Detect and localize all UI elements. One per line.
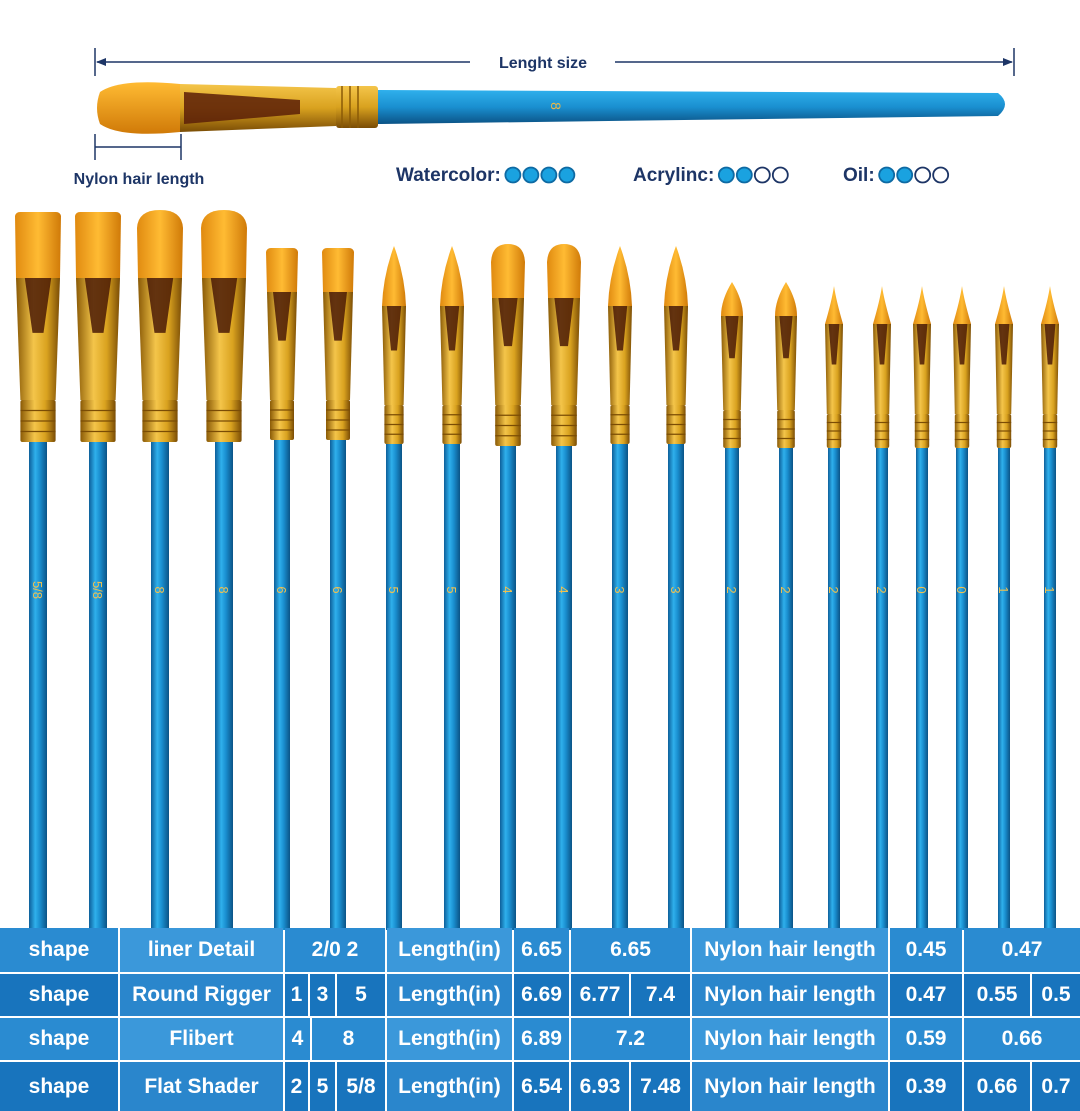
- brush-size-number: 1: [996, 586, 1011, 594]
- arrow-right-icon: [1003, 58, 1013, 66]
- brush-bristle: [15, 212, 61, 278]
- rating-dot-empty-icon: [915, 168, 930, 183]
- shape-label-cell: [0, 928, 118, 972]
- brush-17: [913, 286, 931, 930]
- brush-handle: [556, 446, 572, 930]
- length-label-cell: [387, 1018, 512, 1060]
- length-label-cell-text: Length(in): [398, 1027, 501, 1050]
- length-cell: [571, 1062, 629, 1111]
- brush-bristle: [322, 248, 354, 292]
- length-cell: [514, 974, 569, 1016]
- brush-11: [608, 246, 632, 930]
- length-size-label: Lenght size: [498, 55, 588, 72]
- brush-size-number: 8: [152, 586, 167, 594]
- rating-label: Acrylinc:: [633, 165, 715, 186]
- brush-handle: [1044, 448, 1056, 930]
- shape-label-cell: [0, 974, 118, 1016]
- size-cell-text: 2/0 2: [311, 938, 359, 961]
- brush-bristle: [201, 210, 247, 278]
- size-cell: [310, 1062, 335, 1111]
- brush-handle: [215, 442, 233, 930]
- brush-handle: [612, 444, 628, 930]
- hair-cell-text: 0.59: [905, 1027, 947, 1050]
- hair-cell: [964, 1018, 1080, 1060]
- brush-size-number: 2: [778, 586, 793, 594]
- brush-size-number: 8: [216, 586, 231, 594]
- brush-10: [547, 244, 581, 930]
- rating-dot-filled-icon: [879, 168, 894, 183]
- brush-handle: [444, 444, 460, 930]
- hair-label-cell: [692, 928, 888, 972]
- hair-cell: [890, 974, 962, 1016]
- brush-bristle: [608, 246, 632, 306]
- length-cell: [571, 928, 690, 972]
- length-label-cell-text: Length(in): [398, 1074, 501, 1098]
- size-cell: [337, 1062, 385, 1111]
- brush-size-number: 2: [826, 586, 841, 594]
- brush-16: [873, 286, 891, 930]
- brush-bristle: [873, 286, 891, 324]
- brush-size-number: 4: [556, 586, 571, 594]
- brush-size-number: 4: [500, 586, 515, 594]
- brush-size-number: 0: [954, 586, 969, 594]
- rating-dot-filled-icon: [541, 168, 556, 183]
- hair-cell-text: 0.45: [905, 938, 947, 961]
- length-cell-text: 7.4: [645, 983, 676, 1006]
- length-label-cell: [387, 928, 512, 972]
- rating-2: [843, 165, 948, 186]
- shape-name-cell-text: liner Detail: [147, 938, 256, 961]
- shape-label-cell-text: shape: [28, 1074, 90, 1098]
- hair-cell-text: 0.7: [1041, 1074, 1071, 1098]
- brush-bristle: [913, 286, 931, 324]
- length-cell: [571, 974, 629, 1016]
- length-label-cell: [387, 974, 512, 1016]
- length-cell: [514, 1062, 569, 1111]
- length-cell: [514, 1018, 569, 1060]
- shape-name-cell-text: Round Rigger: [132, 983, 271, 1006]
- brush-7: [382, 246, 406, 930]
- brush-bristle: [547, 244, 581, 298]
- length-dimension: [95, 48, 1014, 76]
- hair-cell: [890, 1018, 962, 1060]
- length-cell-text: 6.65: [610, 938, 651, 961]
- size-cell: [310, 974, 335, 1016]
- shape-label-cell: [0, 1062, 118, 1111]
- rating-label: Oil:: [843, 165, 875, 186]
- size-cell: [285, 1062, 308, 1111]
- hair-cell-text: 0.66: [976, 1074, 1018, 1098]
- length-label-cell-text: Length(in): [398, 983, 501, 1006]
- shape-name-cell-text: Flibert: [169, 1027, 234, 1050]
- shape-label-cell-text: shape: [28, 1027, 90, 1050]
- arrow-left-icon: [96, 58, 106, 66]
- rating-dot-empty-icon: [933, 168, 948, 183]
- nylon-hair-length-label: Nylon hair length: [73, 171, 205, 188]
- brush-bristle: [440, 246, 464, 306]
- length-cell-text: 6.69: [521, 983, 562, 1006]
- brush-bristle: [1041, 286, 1059, 324]
- brush-handle: [828, 448, 840, 930]
- brush-handle: [779, 448, 793, 930]
- length-cell: [571, 1018, 690, 1060]
- brush-handle: [876, 448, 888, 930]
- size-cell-text: 2: [290, 1074, 303, 1098]
- shape-name-cell: [120, 974, 283, 1016]
- size-cell-text: 4: [291, 1027, 304, 1050]
- brush-bristle: [721, 282, 743, 316]
- rating-0: [396, 165, 574, 186]
- hair-cell-text: 0.39: [905, 1074, 947, 1098]
- rating-label: Watercolor:: [396, 165, 501, 186]
- shape-name-cell-text: Flat Shader: [144, 1074, 259, 1098]
- brush-19: [995, 286, 1013, 930]
- brush-15: [825, 286, 843, 930]
- brush-size-number: 1: [1042, 586, 1057, 594]
- shape-name-cell: [120, 1018, 283, 1060]
- rating-dot-filled-icon: [523, 168, 538, 183]
- rating-dot-filled-icon: [897, 168, 912, 183]
- brush-size-number: 2: [724, 586, 739, 594]
- brush-handle: [386, 444, 402, 930]
- size-cell-text: 5/8: [346, 1074, 376, 1098]
- brush-size-number: 6: [330, 586, 345, 594]
- length-cell-text: 6.65: [521, 938, 562, 961]
- size-cell-text: 8: [342, 1027, 355, 1050]
- brush-handle: [998, 448, 1010, 930]
- length-cell-text: 7.2: [615, 1027, 646, 1050]
- brush-handle: [956, 448, 968, 930]
- length-cell-text: 6.93: [579, 1074, 621, 1098]
- length-label-cell: [387, 1062, 512, 1111]
- brush-bristle: [995, 286, 1013, 324]
- brush-handle: [500, 446, 516, 930]
- hair-label-cell-text: Nylon hair length: [704, 983, 876, 1006]
- brush-8: [440, 246, 464, 930]
- brush-size-number: 5/8: [30, 580, 45, 600]
- brush-bristle: [491, 244, 525, 298]
- size-cell-text: 3: [316, 983, 329, 1006]
- brush-handle: [668, 444, 684, 930]
- brush-bristle: [75, 212, 121, 278]
- brush-9: [491, 244, 525, 930]
- size-cell: [285, 1018, 310, 1060]
- brush-lineup: [15, 210, 1059, 930]
- brush-6: [322, 248, 354, 930]
- brush-1: [15, 212, 61, 930]
- brush-handle: [89, 442, 107, 930]
- brush-handle: [29, 442, 47, 930]
- brush-bristle: [382, 246, 406, 306]
- brush-size-number: 3: [612, 586, 627, 594]
- shape-label-cell-text: shape: [28, 938, 90, 961]
- sample-bristle: [97, 82, 180, 134]
- brush-5: [266, 248, 298, 930]
- brush-4: [201, 210, 247, 930]
- brush-13: [721, 282, 743, 930]
- brush-handle: [330, 440, 346, 930]
- size-cell-text: 1: [290, 983, 303, 1006]
- rating-dot-filled-icon: [719, 168, 734, 183]
- hair-label-cell: [692, 1062, 888, 1111]
- brush-size-number: 6: [274, 586, 289, 594]
- shape-name-cell: [120, 1062, 283, 1111]
- hair-cell-text: 0.47: [1001, 938, 1043, 961]
- brush-handle: [725, 448, 739, 930]
- hair-cell: [1032, 974, 1080, 1016]
- length-cell-text: 6.77: [579, 983, 621, 1006]
- spec-table: [0, 928, 1080, 1111]
- hair-label-cell: [692, 1018, 888, 1060]
- brush-bristle: [137, 210, 183, 278]
- hair-cell: [964, 974, 1030, 1016]
- length-label-cell-text: Length(in): [398, 938, 501, 961]
- brush-12: [664, 246, 688, 930]
- hair-label-cell-text: Nylon hair length: [704, 938, 876, 961]
- brush-bristle: [664, 246, 688, 306]
- brush-bristle: [266, 248, 298, 292]
- rating-dot-empty-icon: [755, 168, 770, 183]
- length-cell-text: 6.89: [521, 1027, 562, 1050]
- brush-2: [75, 212, 121, 930]
- brush-18: [953, 286, 971, 930]
- brush-size-number: 5/8: [90, 580, 105, 600]
- hair-cell-text: 0.47: [905, 983, 947, 1006]
- medium-ratings: [396, 165, 948, 186]
- hair-label-cell-text: Nylon hair length: [704, 1027, 876, 1050]
- length-cell: [514, 928, 569, 972]
- rating-1: [633, 165, 788, 186]
- hair-cell: [964, 928, 1080, 972]
- rating-dot-empty-icon: [773, 168, 788, 183]
- size-cell: [337, 974, 385, 1016]
- length-cell: [631, 974, 690, 1016]
- sample-brush: [97, 82, 1005, 134]
- rating-dot-filled-icon: [737, 168, 752, 183]
- hair-cell: [1032, 1062, 1080, 1111]
- hair-cell-text: 0.66: [1001, 1027, 1043, 1050]
- length-cell-text: 7.48: [640, 1074, 681, 1098]
- nylon-hair-marker: [74, 134, 205, 188]
- brush-size-number: 0: [914, 586, 929, 594]
- hair-cell: [890, 1062, 962, 1111]
- sample-handle: [378, 90, 1005, 124]
- hair-label-cell: [692, 974, 888, 1016]
- length-cell: [631, 1062, 690, 1111]
- shape-name-cell: [120, 928, 283, 972]
- sample-size-number: 8: [548, 102, 564, 110]
- hair-cell-text: 0.55: [976, 983, 1018, 1006]
- brush-bristle: [775, 282, 797, 316]
- rating-dot-filled-icon: [505, 168, 520, 183]
- brush-bristle: [825, 286, 843, 324]
- size-cell: [312, 1018, 385, 1060]
- size-cell-text: 5: [316, 1074, 329, 1098]
- brush-handle: [274, 440, 290, 930]
- brush-size-number: 5: [386, 586, 401, 594]
- length-cell-text: 6.54: [521, 1074, 562, 1098]
- brush-14: [775, 282, 797, 930]
- rating-dot-filled-icon: [559, 168, 574, 183]
- brush-size-number: 5: [444, 586, 459, 594]
- brush-3: [137, 210, 183, 930]
- brush-size-number: 2: [874, 586, 889, 594]
- size-cell: [285, 974, 308, 1016]
- brush-20: [1041, 286, 1059, 930]
- size-cell-text: 5: [355, 983, 367, 1006]
- brush-bristle: [953, 286, 971, 324]
- hair-cell-text: 0.5: [1041, 983, 1071, 1006]
- hair-label-cell-text: Nylon hair length: [704, 1074, 876, 1098]
- brush-size-number: 3: [668, 586, 683, 594]
- hair-cell: [890, 928, 962, 972]
- shape-label-cell: [0, 1018, 118, 1060]
- brush-handle: [916, 448, 928, 930]
- hair-cell: [964, 1062, 1030, 1111]
- size-cell: [285, 928, 385, 972]
- brush-handle: [151, 442, 169, 930]
- shape-label-cell-text: shape: [28, 983, 90, 1006]
